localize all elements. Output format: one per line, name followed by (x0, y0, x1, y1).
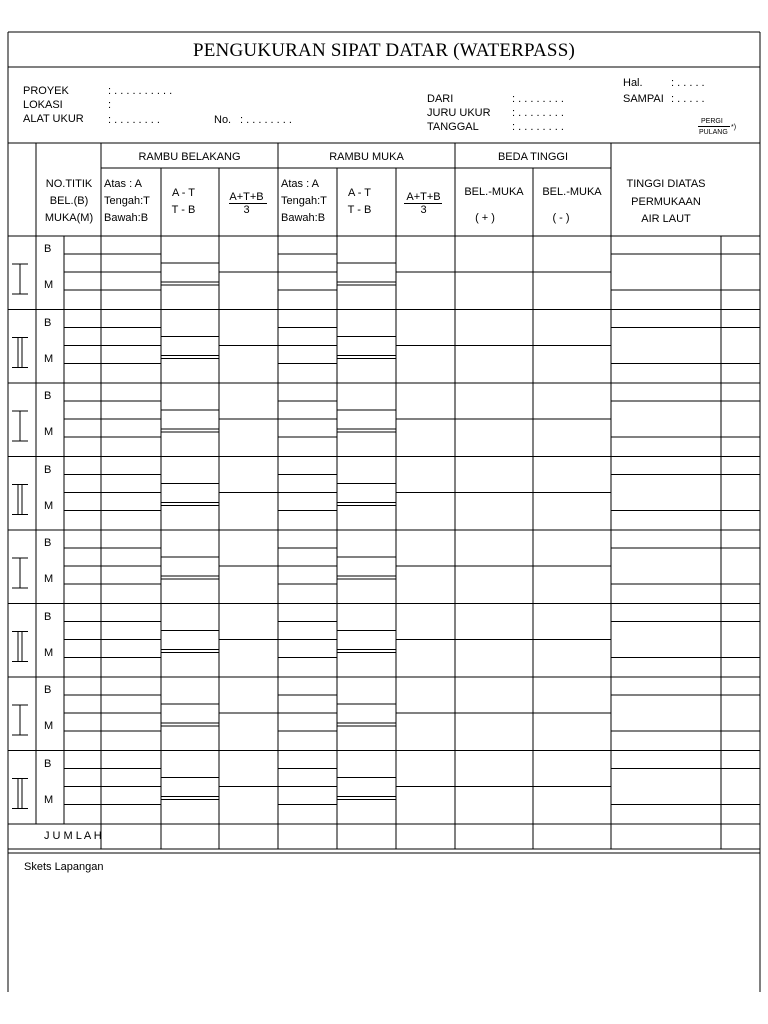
col-tinggi-2: PERMUKAAN (631, 196, 701, 208)
row-front-label: M (44, 573, 54, 585)
sketch-label: Skets Lapangan (24, 861, 104, 873)
row-back-label: B (44, 537, 52, 549)
bt-plus-sign: ( + ) (475, 212, 495, 224)
form-title: PENGUKURAN SIPAT DATAR (WATERPASS) (192, 40, 575, 61)
juru-ukur-value[interactable]: : . . . . . . . . (512, 107, 564, 119)
rm-bawah: Bawah:B (281, 212, 326, 224)
jumlah-label: J U M L A H (44, 830, 102, 842)
footnote-mark: *) (731, 124, 737, 131)
bt-bel-muka-minus: BEL.-MUKA (542, 186, 602, 198)
row-front-label: M (44, 646, 54, 659)
tanggal-value[interactable]: : . . . . . . . . (512, 121, 564, 133)
no-value[interactable]: : . . . . . . . . (240, 114, 292, 126)
rb-avg-numerator: A+T+B (229, 191, 264, 203)
sketch-area[interactable] (9, 876, 759, 992)
rm-a-minus-t: A - T (347, 187, 372, 199)
sampai-label: SAMPAI (623, 93, 664, 105)
pergi-option[interactable]: PERGI (701, 118, 723, 125)
col-no-titik-3: MUKA(M) (44, 212, 94, 224)
row-back-label: B (44, 610, 52, 623)
rb-bawah: Bawah:B (104, 212, 149, 224)
row-back-label: B (44, 390, 52, 402)
no-label: No. (214, 114, 232, 126)
rm-atas: Atas : A (281, 178, 319, 190)
rb-tengah: Tengah:T (104, 195, 150, 207)
bt-minus-sign: ( - ) (552, 212, 570, 224)
row-back-label: B (44, 757, 52, 770)
row-back-label: B (44, 684, 52, 696)
row-back-label: B (44, 463, 52, 476)
row-back-label: B (44, 316, 52, 329)
row-front-label: M (44, 352, 54, 365)
sampai-value[interactable]: : . . . . . (671, 93, 705, 105)
hal-label: Hal. (623, 77, 643, 89)
col-rambu-muka: RAMBU MUKA (329, 151, 404, 163)
rm-avg-numerator: A+T+B (406, 191, 441, 203)
proyek-value[interactable]: : . . . . . . . . . . (108, 85, 173, 97)
tanggal-label: TANGGAL (427, 121, 479, 133)
lokasi-value[interactable]: : (108, 99, 112, 111)
col-tinggi-1: TINGGI DIATAS (626, 178, 706, 190)
dari-label: DARI (427, 93, 454, 105)
alat-ukur-value[interactable]: : . . . . . . . . (108, 114, 160, 126)
row-front-label: M (44, 279, 54, 291)
juru-ukur-label: JURU UKUR (427, 107, 491, 119)
row-front-label: M (44, 793, 54, 806)
col-rambu-belakang: RAMBU BELAKANG (138, 151, 241, 163)
lokasi-label: LOKASI (23, 99, 63, 111)
rm-avg-denominator: 3 (420, 204, 427, 216)
alat-ukur-label: ALAT UKUR (23, 113, 84, 125)
rb-t-minus-b: T - B (171, 204, 196, 216)
rb-atas: Atas : A (104, 178, 142, 190)
rb-avg-denominator: 3 (243, 204, 250, 216)
hal-value[interactable]: : . . . . . (671, 77, 705, 89)
rb-a-minus-t: A - T (171, 187, 196, 199)
row-front-label: M (44, 499, 54, 512)
col-tinggi-3: AIR LAUT (641, 213, 691, 225)
rm-t-minus-b: T - B (347, 204, 372, 216)
pergi-pulang-divider (698, 126, 730, 127)
dari-value[interactable]: : . . . . . . . . (512, 93, 564, 105)
col-no-titik-1: NO.TITIK (45, 178, 93, 190)
proyek-label: PROYEK (23, 85, 69, 97)
pulang-option[interactable]: PULANG (699, 129, 728, 136)
col-no-titik-2: BEL.(B) (49, 195, 89, 207)
col-beda-tinggi: BEDA TINGGI (497, 151, 569, 163)
rm-tengah: Tengah:T (281, 195, 327, 207)
row-back-label: B (44, 243, 52, 255)
bt-bel-muka-plus: BEL.-MUKA (464, 186, 524, 198)
row-front-label: M (44, 720, 54, 732)
row-front-label: M (44, 426, 54, 438)
